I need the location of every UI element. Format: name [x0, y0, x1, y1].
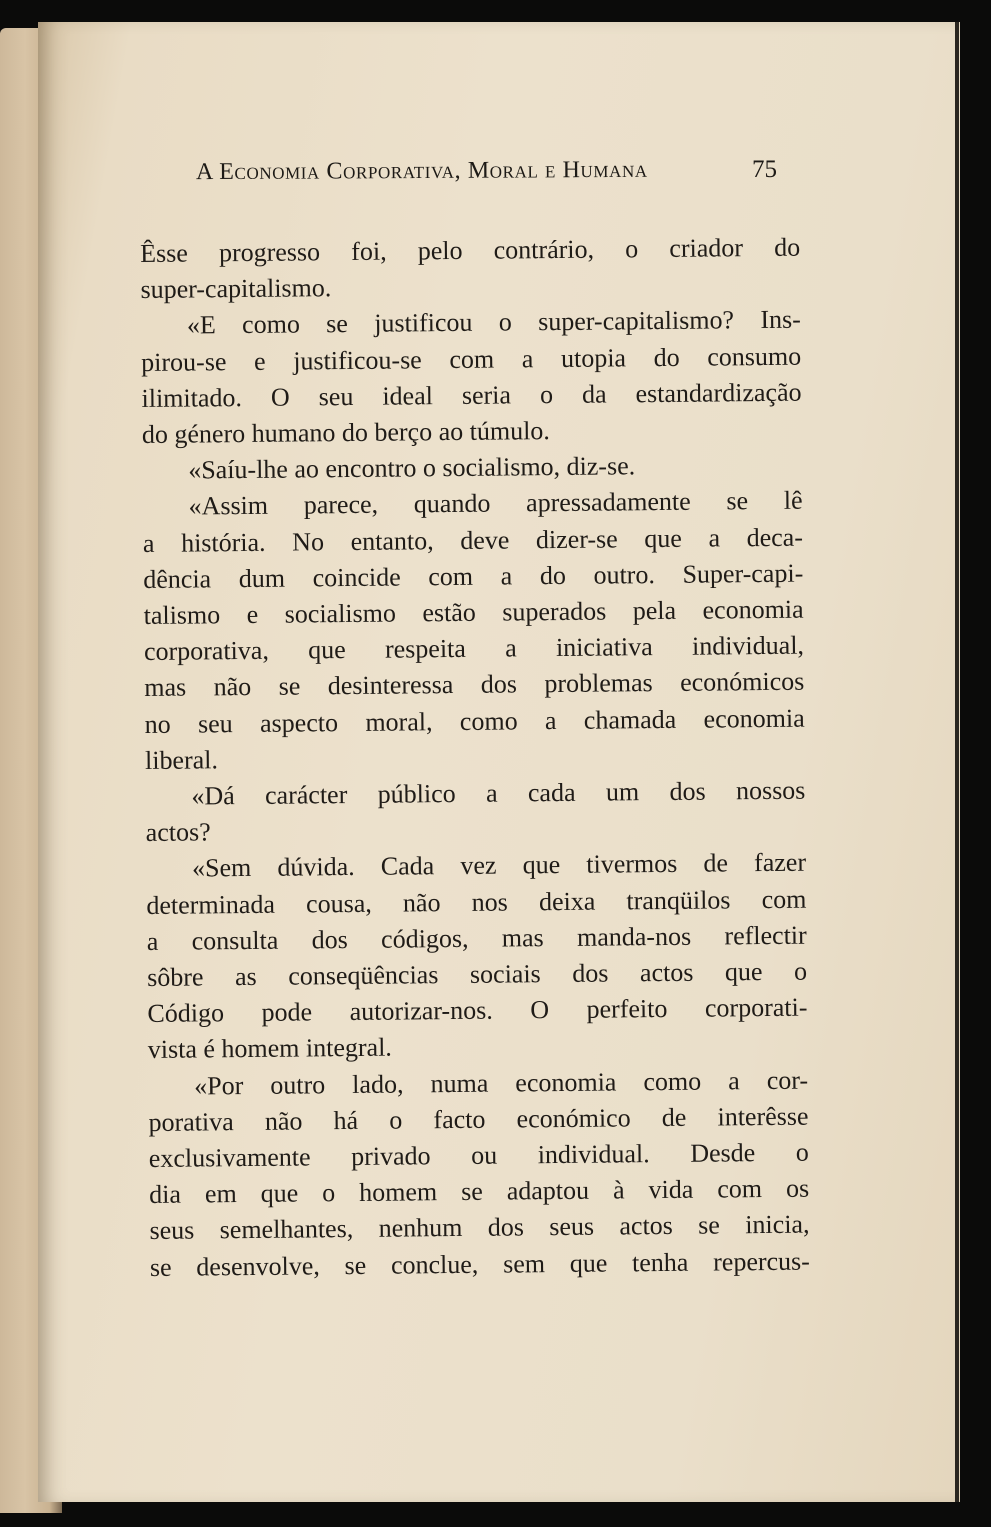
text-line: mas não se desinteressa dos problemas económicos [144, 667, 805, 703]
text-line: «Dá carácter público a cada um dos nossos [191, 775, 806, 811]
text-line: do género humano do berço ao túmulo. [141, 416, 550, 450]
text-line: sôbre as conseqüências sociais dos actos que o [146, 956, 808, 993]
text-line: porativa não há o facto económico de interêsse [148, 1101, 809, 1137]
text-line: Êsse progresso foi, pelo contrário, o criador do [140, 232, 801, 268]
text-line: Código pode autorizar-nos. O perfeito corporati- [147, 992, 808, 1029]
text-line: «Assim parece, quando apressadamente se lê [188, 486, 803, 521]
text-line: super-capitalismo. [140, 273, 332, 305]
text-line: «Saíu-lhe ao encontro o socialismo, diz-se. [188, 451, 636, 485]
text-line: se desenvolve, se conclue, sem que tenha repercus- [149, 1246, 811, 1282]
text-line: corporativa, que respeita a iniciativa individual, [143, 630, 805, 667]
page-number: 75 [752, 156, 777, 183]
text-line: determinada cousa, não nos deixa tranqüilos com [146, 884, 807, 920]
text-line: ilimitado. O seu ideal seria o da estandardização [141, 377, 802, 413]
text-line: «E como se justificou o super-capitalismo? Ins- [186, 305, 801, 340]
text-line: vista é homem integral. [147, 1033, 392, 1065]
text-line: dia em que o homem se adaptou à vida com os [149, 1173, 810, 1210]
running-head [196, 158, 786, 185]
text-line: pirou-se e justificou-se com a utopia do consumo [141, 341, 802, 377]
text-line: talismo e socialismo estão superados pela economia [143, 594, 804, 631]
text-line: no seu aspecto moral, como a chamada economia [144, 703, 805, 739]
text-line: exclusivamente privado ou individual. Desde o [148, 1137, 809, 1174]
text-line: a história. No entanto, deve dizer-se que a deca- [142, 522, 804, 558]
text-line: seus semelhantes, nenhum dos seus actos se inicia, [149, 1210, 810, 1246]
body-text [140, 230, 810, 1286]
page-edge-shadow [955, 22, 959, 1502]
text-line: a consulta dos códigos, mas manda-nos reflectir [146, 920, 807, 956]
text-line: dência dum coincide com a do outro. Super-capi- [143, 558, 804, 594]
text-line: actos? [145, 817, 211, 848]
text-line: «Por outro lado, numa economia como a cor- [194, 1065, 809, 1101]
text-line: liberal. [144, 745, 219, 775]
text-line: «Sem dúvida. Cada vez que tivermos de fazer [191, 848, 807, 883]
running-title: A Economia Corporativa, Moral e Humana [195, 156, 648, 186]
